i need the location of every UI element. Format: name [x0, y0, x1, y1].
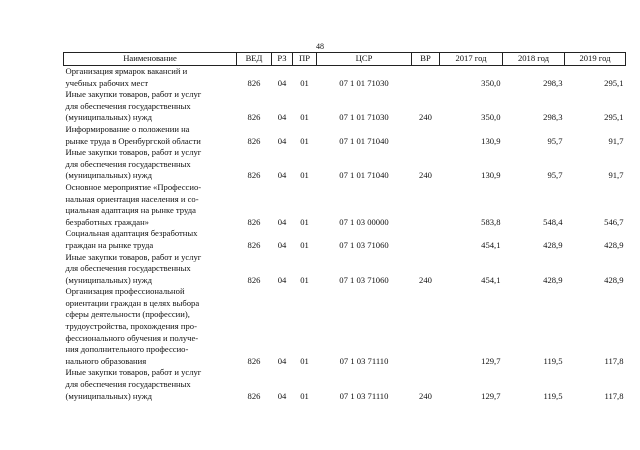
cell-pr: 01 [300, 355, 309, 366]
name-line: (муниципальных) нужд [65, 112, 152, 123]
cell-name [64, 367, 237, 402]
cell-2018: 95,7 [547, 135, 563, 146]
table-row [64, 89, 626, 124]
cell-rz: 04 [277, 170, 287, 181]
cell-vr [412, 228, 440, 251]
cell-2017: 454,1 [481, 239, 501, 250]
header-pr: ПР [293, 53, 317, 66]
cell-ved: 826 [247, 112, 261, 123]
header-2018: 2018 год [503, 53, 565, 66]
cell-ved: 826 [247, 274, 261, 285]
table-row [64, 182, 626, 228]
header-csr: ЦСР [317, 53, 412, 66]
table-row [64, 367, 626, 402]
cell-2017: 350,0 [481, 77, 501, 88]
header-vr: ВР [412, 53, 440, 66]
cell-2018: 428,9 [543, 274, 563, 285]
cell-csr: 07 1 01 71030 [339, 112, 389, 123]
cell-csr: 07 1 03 71060 [339, 239, 389, 250]
table-row [64, 228, 626, 251]
header-2017: 2017 год [440, 53, 503, 66]
name-line: Организация ярмарок вакансий и [65, 66, 188, 76]
cell-ved: 826 [247, 170, 261, 181]
cell-name [64, 89, 237, 124]
cell-2017: 129,7 [481, 355, 501, 366]
cell-ved: 826 [247, 390, 261, 401]
cell-rz: 04 [277, 135, 287, 146]
table-row [64, 124, 626, 147]
cell-csr: 07 1 01 71040 [339, 170, 389, 181]
cell-ved: 826 [247, 355, 261, 366]
cell-2017: 130,9 [481, 135, 501, 146]
cell-pr: 01 [300, 112, 309, 123]
name-line: Иные закупки товаров, работ и услуг [65, 89, 202, 100]
cell-2017: 129,7 [481, 390, 501, 401]
cell-pr: 01 [300, 216, 309, 227]
cell-ved: 826 [247, 239, 261, 250]
cell-2018: 119,5 [543, 355, 563, 366]
cell-2019: 117,8 [604, 355, 624, 366]
name-line: нальная ориентация населения и со- [65, 193, 199, 204]
cell-2018: 119,5 [543, 390, 563, 401]
name-line: нального образования [65, 355, 147, 366]
cell-vr [412, 66, 440, 90]
cell-vr: 240 [419, 170, 432, 181]
cell-2017: 583,8 [481, 216, 501, 227]
cell-csr: 07 1 03 00000 [339, 216, 389, 227]
cell-name [64, 124, 237, 147]
cell-name [64, 252, 237, 287]
cell-pr: 01 [300, 390, 309, 401]
table-row [64, 66, 626, 90]
cell-rz: 04 [277, 355, 287, 366]
name-line: для обеспечения государственных [65, 263, 191, 274]
name-line: ния дополнительного профессио- [65, 344, 189, 355]
name-line: для обеспечения государственных [65, 158, 191, 169]
cell-rz: 04 [277, 390, 287, 401]
cell-rz: 04 [277, 112, 287, 123]
cell-csr: 07 1 03 71110 [339, 355, 389, 366]
name-line: фессионального обучения и получе- [65, 332, 199, 343]
table-row [64, 252, 626, 287]
cell-2017: 350,0 [481, 112, 501, 123]
cell-2018: 428,9 [543, 239, 563, 250]
name-line: (муниципальных) нужд [65, 274, 152, 285]
cell-vr [412, 124, 440, 147]
cell-2017: 130,9 [481, 170, 501, 181]
cell-2019: 91,7 [608, 170, 624, 181]
cell-vr: 240 [419, 112, 432, 123]
page-number: 48 [316, 42, 324, 51]
cell-2019: 117,8 [604, 390, 624, 401]
cell-2017: 454,1 [481, 274, 501, 285]
cell-csr: 07 1 01 71040 [339, 135, 389, 146]
table-row [64, 147, 626, 182]
cell-pr: 01 [300, 135, 309, 146]
cell-rz: 04 [277, 216, 287, 227]
name-line: учебных рабочих мест [65, 77, 149, 88]
cell-vr: 240 [419, 390, 432, 401]
cell-rz: 04 [277, 77, 287, 88]
cell-csr: 07 1 03 71110 [339, 390, 389, 401]
name-line: Иные закупки товаров, работ и услуг [65, 367, 202, 378]
name-line: для обеспечения государственных [65, 100, 191, 111]
cell-name [64, 147, 237, 182]
cell-ved: 826 [247, 216, 261, 227]
cell-pr: 01 [300, 77, 309, 88]
name-line: (муниципальных) нужд [65, 390, 152, 401]
header-ved: ВЕД [237, 53, 272, 66]
cell-ved: 826 [247, 135, 261, 146]
name-line: сферы деятельности (профессии), [65, 309, 190, 320]
cell-name [64, 66, 237, 90]
cell-2018: 298,3 [543, 112, 563, 123]
table-body [64, 66, 626, 403]
cell-2019: 91,7 [608, 135, 624, 146]
cell-name [64, 182, 237, 228]
cell-2019: 428,9 [604, 274, 624, 285]
cell-2018: 298,3 [543, 77, 563, 88]
cell-2018: 95,7 [547, 170, 563, 181]
name-line: Организация профессиональной [65, 286, 185, 297]
cell-name [64, 286, 237, 367]
cell-ved: 826 [247, 77, 261, 88]
budget-table [63, 52, 626, 402]
name-line: безработных граждан» [65, 216, 149, 227]
cell-pr: 01 [300, 239, 309, 250]
name-line: граждан на рынке труда [65, 239, 154, 250]
name-line: Иные закупки товаров, работ и услуг [65, 147, 202, 158]
cell-vr: 240 [419, 274, 432, 285]
cell-2019: 295,1 [604, 112, 624, 123]
cell-pr: 01 [300, 274, 309, 285]
name-line: (муниципальных) нужд [65, 170, 152, 181]
header-rz: РЗ [272, 53, 293, 66]
cell-rz: 04 [277, 274, 287, 285]
cell-2018: 548,4 [543, 216, 563, 227]
cell-name [64, 228, 237, 251]
cell-vr [412, 182, 440, 228]
name-line: Социальная адаптация безработных [65, 228, 198, 239]
name-line: Информирование о положении на [65, 123, 190, 134]
header-2019: 2019 год [565, 53, 626, 66]
cell-csr: 07 1 01 71030 [339, 77, 389, 88]
name-line: Иные закупки товаров, работ и услуг [65, 251, 202, 262]
cell-csr: 07 1 03 71060 [339, 274, 389, 285]
cell-pr: 01 [300, 170, 309, 181]
name-line: для обеспечения государственных [65, 379, 191, 390]
table-header-row [64, 53, 626, 66]
header-name: Наименование [64, 53, 237, 66]
cell-2019: 546,7 [604, 216, 624, 227]
cell-2019: 428,9 [604, 239, 624, 250]
name-line: циальная адаптация на рынке труда [65, 205, 196, 216]
cell-rz: 04 [277, 239, 287, 250]
name-line: Основное мероприятие «Профессио- [65, 181, 202, 192]
table-row [64, 286, 626, 367]
name-line: рынке труда в Оренбургской области [65, 135, 201, 146]
name-line: ориентации граждан в целях выбора [65, 297, 200, 308]
cell-2019: 295,1 [604, 77, 624, 88]
name-line: трудоустройства, прохождения про- [65, 321, 197, 332]
cell-vr [412, 286, 440, 367]
